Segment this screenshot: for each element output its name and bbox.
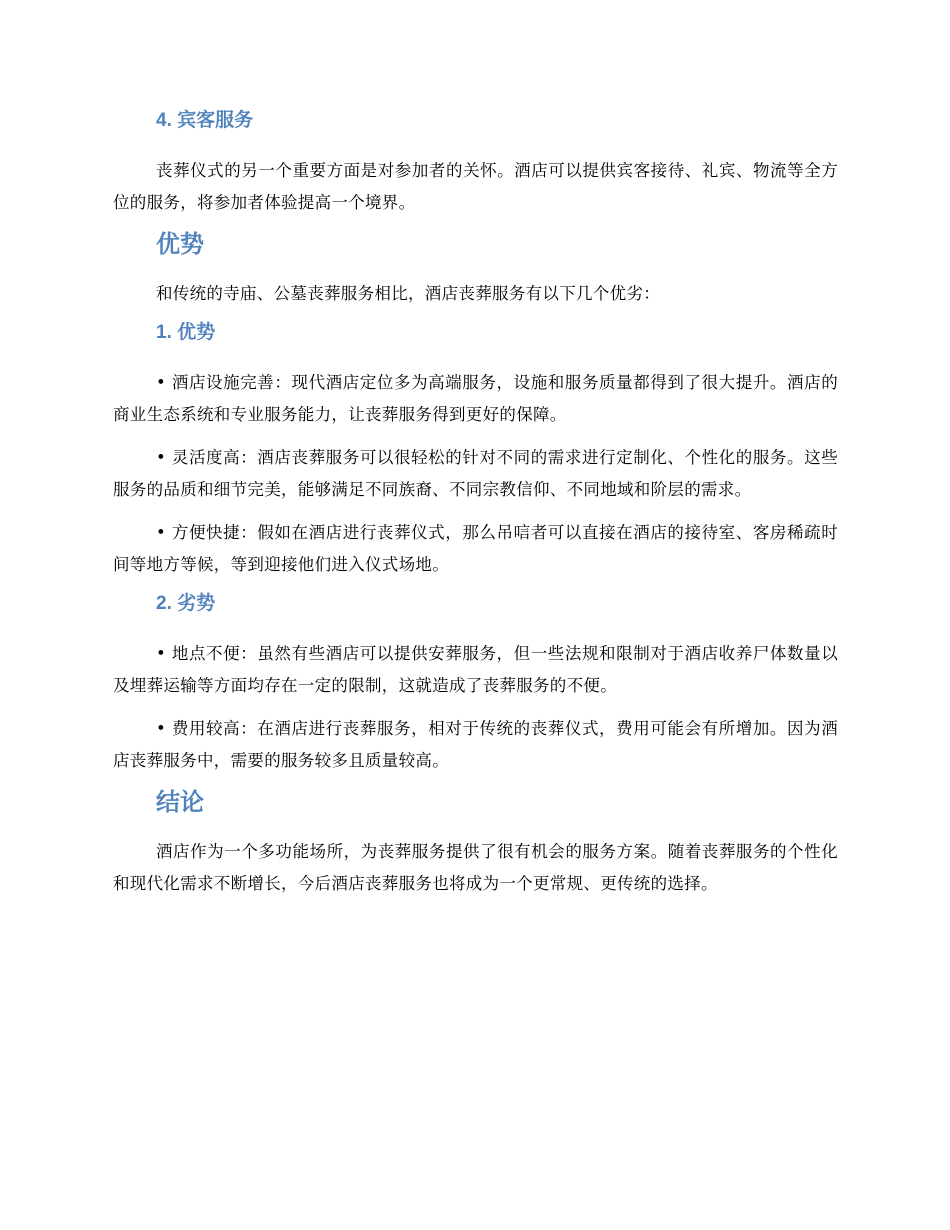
heading-pros: 1. 优势 xyxy=(156,322,216,343)
list-item-pro: • 灵活度高：酒店丧葬服务可以很轻松的针对不同的需求进行定制化、个性化的服务。这些服务的品质和细节完美，能够满足不同族裔、不同宗教信仰、不同地域和阶层的需求。 xyxy=(113,448,838,499)
paragraph-advantages-intro: 和传统的寺庙、公墓丧葬服务相比，酒店丧葬服务有以下几个优劣： xyxy=(156,284,660,303)
heading-conclusion: 结论 xyxy=(156,789,204,816)
list-item-con: • 地点不便：虽然有些酒店可以提供安葬服务，但一些法规和限制对于酒店收养尸体数量以及埋葬运输等方面均存在一定的限制，这就造成了丧葬服务的不便。 xyxy=(113,644,838,695)
paragraph-conclusion: 酒店作为一个多功能场所，为丧葬服务提供了很有机会的服务方案。随着丧葬服务的个性化和现代化需求不断增长，今后酒店丧葬服务也将成为一个更常规、更传统的选择。 xyxy=(113,842,838,893)
list-item-pro: • 方便快捷：假如在酒店进行丧葬仪式，那么吊唁者可以直接在酒店的接待室、客房稀疏时间等地方等候，等到迎接他们进入仪式场地。 xyxy=(113,523,838,574)
heading-advantages: 优势 xyxy=(156,231,204,258)
paragraph-guest-services: 丧葬仪式的另一个重要方面是对参加者的关怀。酒店可以提供宾客接待、礼宾、物流等全方位的服务，将参加者体验提高一个境界。 xyxy=(113,161,838,212)
heading-cons: 2. 劣势 xyxy=(156,593,216,614)
list-item-con: • 费用较高：在酒店进行丧葬服务，相对于传统的丧葬仪式，费用可能会有所增加。因为酒店丧葬服务中，需要的服务较多且质量较高。 xyxy=(113,719,838,770)
heading-guest-services: 4. 宾客服务 xyxy=(156,110,254,131)
list-item-pro: • 酒店设施完善：现代酒店定位多为高端服务，设施和服务质量都得到了很大提升。酒店的商业生态系统和专业服务能力，让丧葬服务得到更好的保障。 xyxy=(113,373,838,424)
